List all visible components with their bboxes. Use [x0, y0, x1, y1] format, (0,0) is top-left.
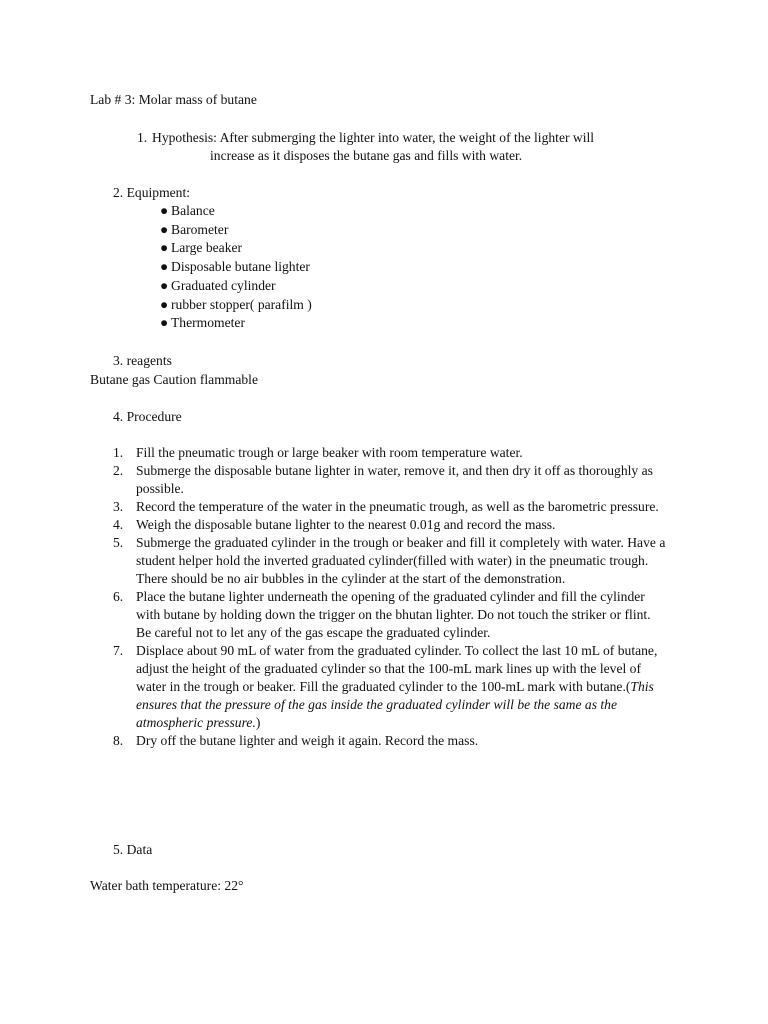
step-italic-text: atmospheric pressure. — [136, 715, 256, 730]
step-number: 6. — [113, 589, 124, 604]
equipment-item: ● Large beaker — [160, 239, 312, 258]
step-text: atmospheric pressure.) — [136, 715, 261, 730]
procedure-step — [113, 534, 683, 588]
step-italic-text: ensures that the pressure of the gas inside the graduated cylinder will be the same as the — [136, 697, 617, 712]
page-title: Lab # 3: Molar mass of butane — [90, 92, 257, 107]
step-text: water in the trough or beaker. Fill the graduated cylinder to the 100-mL mark with butane.(This — [136, 679, 654, 694]
step-text: Displace about 90 mL of water from the graduated cylinder. To collect the last 10 mL of butane, — [136, 643, 658, 658]
step-text: Record the temperature of the water in the pneumatic trough, as well as the barometric pressure. — [136, 499, 659, 514]
bullet-icon: ● — [160, 277, 169, 293]
bullet-icon: ● — [160, 296, 169, 312]
hypothesis-line-1: Hypothesis: After submerging the lighter into water, the weight of the lighter will — [152, 130, 595, 145]
procedure-step — [113, 498, 683, 516]
step-text: Submerge the graduated cylinder in the trough or beaker and fill it completely with water. Have a — [136, 535, 666, 550]
data-heading: 5. Data — [113, 842, 153, 857]
step-text: Fill the pneumatic trough or large beaker with room temperature water. — [136, 445, 523, 460]
bullet-icon: ● — [160, 259, 169, 275]
equipment-item: ● Disposable butane lighter — [160, 258, 312, 277]
reagents-body: Butane gas Caution flammable — [90, 372, 258, 387]
procedure-step — [113, 642, 683, 732]
procedure-steps — [113, 444, 683, 750]
procedure-step — [113, 732, 683, 750]
step-italic-text: This — [630, 679, 654, 694]
procedure-heading: 4. Procedure — [113, 409, 182, 424]
hypothesis-line-2: increase as it disposes the butane gas and fills with water. — [210, 148, 523, 163]
step-text: Place the butane lighter underneath the opening of the graduated cylinder and fill the cylinder — [136, 589, 645, 604]
equipment-heading: 2. Equipment: — [113, 185, 191, 200]
step-number: 4. — [113, 517, 124, 532]
hypothesis-number: 1. — [137, 130, 148, 145]
equipment-item: ● Balance — [160, 202, 312, 221]
step-text: Weigh the disposable butane lighter to the nearest 0.01g and record the mass. — [136, 517, 556, 532]
reagents-heading: 3. reagents — [113, 353, 172, 368]
bullet-icon: ● — [160, 221, 169, 237]
step-text: student helper hold the inverted graduated cylinder(filled with water) in the pneumatic trough. — [136, 553, 649, 568]
step-number: 3. — [113, 499, 124, 514]
step-text: Submerge the disposable butane lighter in water, remove it, and then dry it off as thoroughly as — [136, 463, 653, 478]
bullet-icon: ● — [160, 203, 169, 218]
step-text: with butane by holding down the trigger on the bhutan lighter. Do not touch the striker or flint. — [136, 607, 651, 622]
procedure-step — [113, 462, 683, 498]
step-number: 7. — [113, 643, 124, 658]
step-number: 8. — [113, 733, 124, 748]
step-text: There should be no air bubbles in the cylinder at the start of the demonstration. — [136, 571, 566, 586]
equipment-list — [160, 202, 312, 333]
step-text: possible. — [136, 481, 184, 496]
step-number: 2. — [113, 463, 124, 478]
step-number: 1. — [113, 445, 124, 460]
step-text: Be careful not to let any of the gas escape the graduated cylinder. — [136, 625, 491, 640]
procedure-step — [113, 516, 683, 534]
equipment-item: ● Barometer — [160, 221, 312, 240]
equipment-item: ● Graduated cylinder — [160, 277, 312, 296]
equipment-item: ● rubber stopper( parafilm ) — [160, 296, 312, 315]
equipment-item: ● Thermometer — [160, 314, 312, 333]
procedure-step — [113, 444, 683, 462]
step-text: adjust the height of the graduated cylinder so that the 100-mL mark lines up with the level of — [136, 661, 641, 676]
bullet-icon: ● — [160, 315, 169, 331]
procedure-step — [113, 588, 683, 642]
water-bath-temperature: Water bath temperature: 22° — [90, 878, 244, 893]
bullet-icon: ● — [160, 240, 169, 256]
step-text: Dry off the butane lighter and weigh it again. Record the mass. — [136, 733, 479, 748]
step-number: 5. — [113, 535, 124, 550]
